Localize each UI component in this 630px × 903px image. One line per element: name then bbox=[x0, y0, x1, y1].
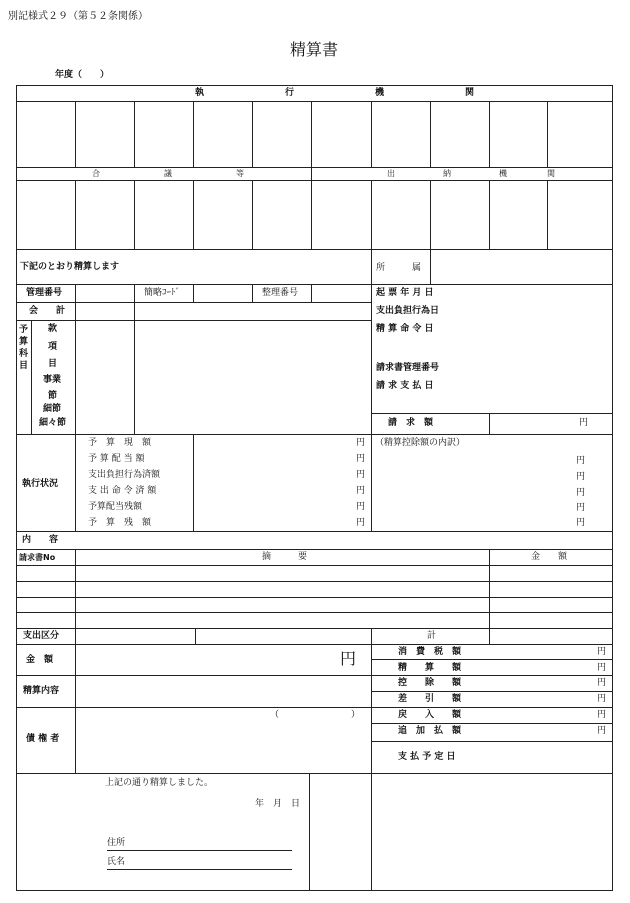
deduction-amount-label: 控 除 額 bbox=[398, 678, 462, 688]
budget-row-moku: 目 bbox=[48, 359, 58, 369]
budget-row-setsu: 節 bbox=[48, 391, 58, 401]
budget-row-jigyo: 事業 bbox=[43, 375, 62, 385]
budget-row-kan: 款 bbox=[48, 324, 58, 334]
expense-category-label: 支出区分 bbox=[23, 631, 60, 641]
execution-row-1: 予 算 現 額 bbox=[88, 438, 152, 448]
name-label: 氏名 bbox=[107, 857, 126, 867]
management-no-label: 管理番号 bbox=[26, 288, 63, 298]
additional-payment-label: 追 加 払 額 bbox=[398, 726, 462, 736]
executing-agency-header: 執 行 機 関 bbox=[195, 88, 475, 98]
budget-row-saisetsu: 細節 bbox=[43, 404, 62, 414]
execution-row-5: 予算配当残額 bbox=[88, 502, 143, 512]
scheduled-payment-label: 支 払 予 定 日 bbox=[398, 752, 456, 762]
creditor-paren-close: ） bbox=[351, 710, 361, 720]
breakdown-yen-4: 円 bbox=[576, 503, 586, 513]
settlement-amount-label: 精 算 額 bbox=[398, 663, 462, 673]
creditor-label: 債 権 者 bbox=[26, 734, 60, 744]
difference-amount-label: 差 引 額 bbox=[398, 694, 462, 704]
creditor-paren-open: （ bbox=[270, 710, 280, 720]
amount-yen-large: 円 bbox=[340, 649, 357, 668]
short-code-label: 簡略ｺｰﾄﾞ bbox=[144, 288, 181, 298]
treasury-header: 出 納 機 関 bbox=[387, 169, 555, 178]
address-label: 住所 bbox=[107, 838, 126, 848]
additional-yen: 円 bbox=[597, 726, 607, 736]
invoice-amount-label: 請 求 額 bbox=[388, 418, 434, 428]
breakdown-yen-5: 円 bbox=[576, 518, 586, 528]
deduction-yen: 円 bbox=[597, 678, 607, 688]
invoice-pay-date-label: 請 求 支 払 日 bbox=[376, 381, 434, 391]
execution-row-3: 支出負担行為済額 bbox=[88, 470, 161, 480]
reference-no-label: 整理番号 bbox=[262, 288, 299, 298]
settlement-yen: 円 bbox=[597, 663, 607, 673]
execution-status-label: 執行状況 bbox=[22, 479, 59, 489]
breakdown-yen-2: 円 bbox=[576, 472, 586, 482]
execution-yen-1: 円 bbox=[356, 438, 366, 448]
invoice-amount-yen: 円 bbox=[579, 418, 589, 428]
fiscal-year: 年度（ ） bbox=[55, 70, 110, 80]
execution-yen-2: 円 bbox=[356, 454, 366, 464]
breakdown-yen-1: 円 bbox=[576, 456, 586, 466]
budget-row-saisaisetsu: 細々節 bbox=[39, 418, 67, 428]
execution-row-4: 支 出 命 令 済 額 bbox=[88, 486, 157, 496]
signature-date: 年 月 日 bbox=[255, 799, 301, 809]
budget-subject-label: 予算科目 bbox=[19, 325, 29, 371]
commitment-date-label: 支出負担行為日 bbox=[376, 306, 440, 316]
draft-date-label: 起 票 年 月 日 bbox=[376, 288, 434, 298]
execution-yen-5: 円 bbox=[356, 502, 366, 512]
summary-header: 摘 要 bbox=[262, 552, 308, 562]
tax-label: 消 費 税 額 bbox=[398, 647, 462, 657]
execution-yen-6: 円 bbox=[356, 518, 366, 528]
breakdown-yen-3: 円 bbox=[576, 488, 586, 498]
document-title: 精算書 bbox=[290, 40, 339, 59]
amount-header: 金 額 bbox=[531, 552, 568, 562]
invoice-mgmt-no-label: 請求書管理番号 bbox=[376, 363, 440, 373]
deduction-breakdown-title: （精算控除額の内訳） bbox=[375, 438, 466, 448]
refund-amount-label: 戻 入 額 bbox=[398, 710, 462, 720]
execution-row-6: 予 算 残 額 bbox=[88, 518, 152, 528]
invoice-no-header: 請求書No bbox=[19, 553, 56, 562]
affiliation-label: 所 属 bbox=[376, 263, 422, 273]
difference-yen: 円 bbox=[597, 694, 607, 704]
settlement-statement: 下記のとおり精算します bbox=[20, 262, 120, 272]
execution-yen-4: 円 bbox=[356, 486, 366, 496]
accounting-label: 会 計 bbox=[29, 306, 66, 316]
tax-yen: 円 bbox=[597, 647, 607, 657]
amount-label: 金 額 bbox=[26, 655, 54, 665]
execution-yen-3: 円 bbox=[356, 470, 366, 480]
budget-row-kou: 項 bbox=[48, 342, 58, 352]
council-header: 合 議 等 bbox=[92, 169, 244, 178]
total-label: 計 bbox=[427, 631, 437, 641]
form-number: 別記様式２９（第５２条関係） bbox=[8, 11, 148, 22]
settlement-content-label: 精算内容 bbox=[23, 686, 60, 696]
signature-statement: 上記の通り精算しました。 bbox=[105, 778, 214, 788]
content-label: 内 容 bbox=[22, 535, 59, 545]
execution-row-2: 予 算 配 当 額 bbox=[88, 454, 145, 464]
refund-yen: 円 bbox=[597, 710, 607, 720]
settlement-order-date-label: 精 算 命 令 日 bbox=[376, 324, 434, 334]
